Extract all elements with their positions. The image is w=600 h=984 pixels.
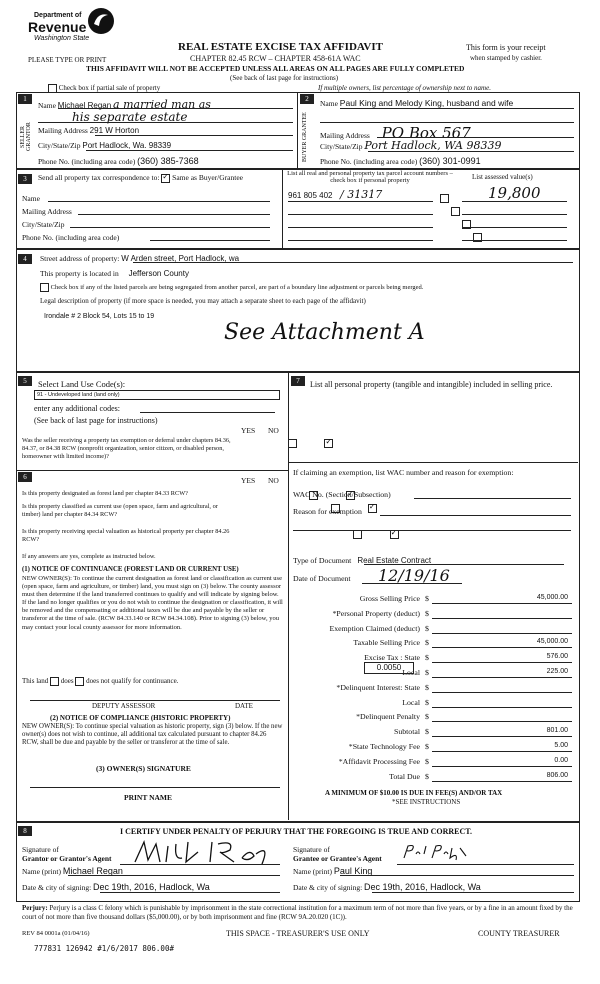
receipt-stamp: 777831 126942 #1/6/2017 806.00# [34, 944, 174, 953]
divider [288, 462, 578, 463]
same-as-buyer-checkbox[interactable] [161, 174, 170, 183]
tax-row-line [432, 647, 572, 648]
grantee-signature-field[interactable] [397, 864, 574, 865]
rev-number: REV 84 0001a (01/04/16) [22, 930, 90, 937]
buyer-phone[interactable]: (360) 301-0991 [419, 156, 481, 166]
line [340, 108, 574, 109]
grantee-signature [400, 842, 470, 862]
parcel-header: List all real and personal property tax parcel account numbers – check box if personal property [287, 170, 453, 184]
seller-phone-label: Phone No. (including area code) [38, 157, 136, 166]
legal-description[interactable]: Irondale # 2 Block 54, Lots 15 to 19 [44, 313, 155, 320]
section-4-block [16, 248, 580, 372]
grantee-date-row [293, 882, 481, 892]
tax-row-line [432, 618, 572, 619]
continuance-text: NEW OWNER(S): To continue the current designation as forest land or classification as current use (open space, farm and agriculture, or timber) land, you must sign on (3) below. The county assessor must then determine if the land transferred continues to qualify and will indicate by signing below. If the land no longer qualifies or you do not wish to continue the designation or classification, it will be removed and the compensating or additional taxes will be due and payable by the seller or transferor at the time of sale. (RCW 84.33.140 or RCW 84.34.108). Prior to signing (3) below, you may contact your local county assessor for more information. [22, 575, 283, 631]
tax-row-value[interactable]: 5.00 [554, 742, 568, 749]
seller-side-label: SELLER GRANTOR [20, 122, 32, 152]
personal-property-label: List all personal property (tangible and intangible) included in selling price. [310, 380, 553, 389]
line [133, 262, 573, 263]
corr-phone-field[interactable] [150, 240, 270, 241]
if-yes-note: If any answers are yes, complete as instructed below. [22, 553, 156, 560]
personal-property-checkbox-1[interactable] [440, 194, 449, 203]
agency-line2: Revenue [28, 19, 87, 35]
certify-statement: I CERTIFY UNDER PENALTY OF PERJURY THAT THE FOREGOING IS TRUE AND CORRECT. [120, 827, 473, 836]
continuance-title: (1) NOTICE OF CONTINUANCE (FOREST LAND OR CURRENT USE) [22, 566, 239, 573]
buyer-city-hand[interactable]: Port Hadlock, WA 98339 [364, 139, 502, 152]
minimum-note: A MINIMUM OF $10.00 IS DUE IN FEE(S) AND/OR TAX [325, 789, 503, 797]
grantor-signature [130, 838, 280, 866]
does-not-checkbox[interactable] [75, 677, 84, 686]
line [377, 137, 574, 138]
grantee-sig-label-1: Signature of [293, 845, 330, 854]
line [462, 227, 567, 228]
section-1-number: 1 [18, 94, 32, 104]
section-3-number: 3 [18, 174, 32, 184]
perjury-notice [22, 904, 578, 922]
parcel-hand: / 31317 [340, 188, 383, 201]
section-8-number: 8 [18, 826, 32, 836]
corr-city-label: City/State/Zip [22, 220, 65, 229]
s6-yes-header: YES [241, 476, 256, 485]
s5-see-back: (See back of last page for instructions) [34, 416, 158, 425]
tax-row-line [432, 633, 572, 634]
dollar-sign: $ [425, 624, 429, 633]
grantor-sig-label-1: Signature of [22, 845, 59, 854]
buyer-address-hand[interactable]: PO Box 567 [381, 124, 471, 142]
personal-property-checkbox-3[interactable] [462, 220, 471, 229]
send-label: Send all property tax correspondence to: [38, 173, 160, 182]
grantee-sig-label-2: Grantee or Grantee's Agent [293, 854, 382, 863]
tax-row-label: Exemption Claimed (deduct) [329, 624, 420, 633]
street-label: Street address of property: [40, 254, 120, 263]
buyer-name-row [320, 98, 513, 108]
this-land-label: This land [22, 677, 49, 686]
seller-city-row [38, 141, 171, 150]
seller-city[interactable]: Port Hadlock, Wa. 98339 [82, 141, 172, 150]
line [30, 700, 280, 701]
tax-row-value[interactable]: 576.00 [546, 653, 568, 660]
land-use-label: Select Land Use Code(s): [38, 379, 126, 389]
line [58, 108, 293, 109]
dollar-sign: $ [425, 638, 429, 647]
grantor-name-label: Name (print) [22, 867, 61, 876]
land-use-select[interactable] [34, 390, 280, 400]
grantor-date[interactable]: Dec 19th, 2016, Hadlock, Wa [93, 882, 210, 892]
buyer-phone-label: Phone No. (including area code) [320, 157, 418, 166]
forest-question: Is this property designated as forest land per chapter 84.33 RCW? [22, 490, 188, 497]
street-address[interactable]: W Arden street, Port Hadlock, wa [121, 254, 240, 263]
tax-row-label: *State Technology Fee [348, 742, 420, 751]
section-6-number: 6 [18, 472, 32, 482]
corr-name-field[interactable] [48, 201, 270, 202]
divider [297, 92, 298, 168]
historic-yes-checkbox[interactable] [353, 530, 362, 539]
multiple-owners-note: If multiple owners, list percentage of ownership next to name. [318, 84, 491, 92]
line [372, 892, 574, 893]
legal-label: Legal description of property (if more space is needed, you may attach a separate sheet to each page of the affidavit) [40, 297, 366, 305]
this-land-row [22, 677, 178, 686]
grantor-date-label: Date & city of signing: [22, 883, 92, 892]
no-header: NO [268, 426, 279, 435]
buyer-side-label: BUYER GRANTEE [302, 112, 308, 162]
seller-name[interactable]: Michael Regan [57, 101, 112, 110]
warning-line: THIS AFFIDAVIT WILL NOT BE ACCEPTED UNLESS ALL AREAS ON ALL PAGES ARE FULLY COMPLETED [86, 64, 465, 73]
segregated-checkbox[interactable] [40, 283, 49, 292]
line [462, 201, 567, 202]
line [288, 214, 433, 215]
exemption-no-checkbox[interactable] [324, 439, 333, 448]
tax-row-line [432, 707, 572, 708]
exemption-claim-label: If claiming an exemption, list WAC number and reason for exemption: [293, 468, 514, 477]
see-instructions: *SEE INSTRUCTIONS [392, 798, 461, 806]
line [462, 214, 567, 215]
form-title: REAL ESTATE EXCISE TAX AFFIDAVIT [178, 41, 383, 53]
tax-row-label: *Delinquent Interest: State [336, 683, 420, 692]
corr-address-label: Mailing Address [22, 207, 72, 216]
print-name-label: PRINT NAME [124, 793, 172, 802]
tax-row-label: Subtotal [394, 727, 420, 736]
local-rate-box[interactable] [364, 662, 414, 674]
send-correspondence-row [38, 173, 243, 183]
tax-row-line [432, 736, 572, 737]
tax-row-label: Gross Selling Price [359, 594, 420, 603]
seller-name-hand: a married man as [113, 98, 211, 111]
seller-address[interactable]: 291 W Horton [89, 126, 140, 135]
dollar-sign: $ [425, 712, 429, 721]
seller-address-label: Mailing Address [38, 126, 88, 135]
line [362, 583, 462, 584]
tax-row-line [432, 662, 572, 663]
seller-phone[interactable]: (360) 385-7368 [137, 156, 199, 166]
county[interactable]: Jefferson County [128, 269, 189, 278]
tax-row-line [432, 603, 572, 604]
doc-type-label: Type of Document [293, 556, 352, 565]
tax-row-value[interactable]: 801.00 [546, 727, 568, 734]
tax-row-label: Local [402, 698, 420, 707]
revenue-logo [28, 8, 118, 50]
doc-date-hand[interactable]: 12/19/16 [378, 566, 450, 585]
located-row [40, 269, 189, 278]
located-label: This property is located in [40, 269, 119, 278]
historic-question: Is this property receiving special valuation as historical property per chapter 84.26 RCW? [22, 528, 230, 543]
dollar-sign: $ [425, 757, 429, 766]
grantor-name[interactable]: Michael Regan [62, 866, 123, 876]
tax-row-value[interactable]: 0.00 [554, 757, 568, 764]
agency-line3: Washington State [34, 35, 90, 42]
grantor-signature-field[interactable] [120, 864, 280, 865]
partial-sale-label: Check box if partial sale of property [58, 84, 161, 93]
perjury-label: Perjury: [22, 904, 48, 912]
compliance-title: (2) NOTICE OF COMPLIANCE (HISTORIC PROPERTY) [50, 714, 231, 722]
line [368, 151, 574, 152]
print-note: PLEASE TYPE OR PRINT [28, 56, 107, 64]
dollar-sign: $ [425, 698, 429, 707]
receipt-note-2: when stamped by cashier. [470, 54, 542, 62]
dollar-sign: $ [425, 594, 429, 603]
additional-codes-field[interactable] [140, 412, 275, 413]
buyer-address-label: Mailing Address [320, 131, 370, 140]
date-label: DATE [235, 702, 253, 710]
tax-row-label: Taxable Selling Price [353, 638, 420, 647]
tax-row-label: *Affidavit Processing Fee [338, 757, 420, 766]
see-attachment: See Attachment A [224, 320, 425, 345]
qualify-label: qualify for continuance. [111, 677, 179, 686]
tax-row-line [432, 721, 572, 722]
grantee-name[interactable]: Paul King [333, 866, 373, 876]
personal-property-checkbox-2[interactable] [451, 207, 460, 216]
does-label: does [60, 677, 74, 686]
line [68, 875, 280, 876]
revenue-swirl-icon [86, 6, 116, 36]
grantee-date-label: Date & city of signing: [293, 883, 363, 892]
reason-field-2[interactable] [293, 530, 571, 531]
corr-address-field[interactable] [78, 214, 270, 215]
doc-date-label: Date of Document [293, 574, 351, 583]
line [340, 875, 574, 876]
dollar-sign: $ [425, 727, 429, 736]
tax-row-label: *Delinquent Penalty [356, 712, 420, 721]
grantor-date-row [22, 882, 210, 892]
seller-name-label: Name [38, 101, 56, 110]
tax-row-line [432, 781, 572, 782]
tax-row-line [432, 751, 572, 752]
compliance-text: NEW OWNER(S): To continue special valuation as historic property, sign (3) below. If the new owner(s) does not wish to continue, all additional tax calculated pursuant to chapter 84.26 RCW, shall be due and payable by the seller or transferor at the time of sale. [22, 723, 283, 747]
divider [16, 470, 288, 471]
tax-row-label: Excise Tax : State [364, 653, 420, 662]
historic-no-checkbox[interactable] [390, 530, 399, 539]
land-use-value: 91 - Undeveloped land (land only) [37, 392, 120, 398]
seller-name-hand-2: his separate estate [72, 110, 188, 124]
does-not-label: does not [86, 677, 110, 686]
line [288, 240, 433, 241]
section-5-number: 5 [18, 376, 32, 386]
tax-row-label: Local [402, 668, 420, 677]
dollar-sign: $ [425, 772, 429, 781]
form-chapter: CHAPTER 82.45 RCW – CHAPTER 458-61A WAC [190, 54, 361, 63]
dollar-sign: $ [425, 609, 429, 618]
wac-field[interactable] [414, 498, 571, 499]
treasurer-space: THIS SPACE - TREASURER'S USE ONLY [226, 929, 370, 938]
seller-address-row [38, 126, 139, 135]
reason-label: Reason for exemption [293, 507, 362, 516]
yes-header: YES [241, 426, 256, 435]
wac-label: WAC No. (Section/Subsection) [293, 490, 391, 499]
buyer-city-label: City/State/Zip [320, 142, 363, 151]
current-use-question: Is this property classified as current use (open space, farm and agricultural, or timber) land per chapter 84.34 RCW? [22, 503, 218, 518]
seller-phone-row [38, 156, 199, 166]
buyer-phone-row [320, 156, 481, 166]
tax-row-value[interactable]: 806.00 [546, 772, 568, 779]
same-as-buyer-label: Same as Buyer/Grantee [172, 173, 243, 182]
tax-row-line [432, 677, 572, 678]
line [38, 122, 293, 123]
tax-row-line [432, 692, 572, 693]
additional-codes-label: enter any additional codes: [34, 404, 120, 413]
line [100, 892, 280, 893]
section-4-number: 4 [18, 254, 32, 264]
see-back-line: (See back of last page for instructions) [230, 74, 339, 82]
buyer-name-label: Name [320, 99, 338, 108]
exemption-yes-checkbox[interactable] [288, 439, 297, 448]
dollar-sign: $ [425, 653, 429, 662]
corr-phone-label: Phone No. (including area code) [22, 233, 120, 242]
doc-type[interactable]: Real Estate Contract [357, 556, 432, 565]
line [86, 150, 293, 151]
seller-city-label: City/State/Zip [38, 141, 81, 150]
parcel-number[interactable]: 961 805 402 [288, 191, 333, 200]
deputy-assessor-label: DEPUTY ASSESSOR [92, 702, 156, 710]
receipt-note-1: This form is your receipt [466, 43, 546, 52]
dollar-sign: $ [425, 683, 429, 692]
owner-signature-field[interactable] [30, 787, 280, 788]
local-rate: 0.0050 [376, 663, 402, 672]
divider [282, 168, 283, 248]
tax-row-line [432, 766, 572, 767]
grantor-sig-label-2: Grantor or Grantor's Agent [22, 854, 112, 863]
line [288, 201, 433, 202]
grantee-name-label: Name (print) [293, 867, 332, 876]
buyer-name[interactable]: Paul King and Melody King, husband and wife [339, 98, 514, 108]
perjury-text: Perjury is a class C felony which is punishable by imprisonment in the state correctional institution for a maximum term of not more than five years, or by a fine in an amount fixed by the court of not more than five thousand dollars ($5,000.00), or by both imprisonment and fine (RCW 9A.20.020 (1C)). [22, 904, 573, 921]
agency-line1: Department of [34, 12, 82, 19]
line [288, 227, 433, 228]
tax-row-value[interactable]: 45,000.00 [536, 594, 568, 601]
tax-row-value[interactable]: 45,000.00 [536, 638, 568, 645]
tax-row-label: *Personal Property (deduct) [332, 609, 420, 618]
line [95, 135, 293, 136]
line [320, 122, 574, 123]
corr-city-field[interactable] [70, 227, 270, 228]
dollar-sign: $ [425, 742, 429, 751]
exemption-question: Was the seller receiving a property tax exemption or deferral under chapters 84.36, 84.37, or 84.38 RCW (nonprofit organization, senior citizen, or disabled person, homeowner with limited income)? [22, 437, 231, 460]
assessed-value-hand[interactable]: 19,800 [488, 184, 541, 202]
does-checkbox[interactable] [50, 677, 59, 686]
grantee-date[interactable]: Dec 19th, 2016, Hadlock, Wa [364, 882, 481, 892]
section-7-number: 7 [291, 376, 305, 386]
section-2-number: 2 [300, 94, 314, 104]
line [364, 564, 564, 565]
segregated-row [40, 283, 423, 292]
corr-name-label: Name [22, 194, 40, 203]
dollar-sign: $ [425, 668, 429, 677]
segregated-label: Check box if any of the listed parcels are being segregated from another parcel, are part of a boundary line adjustment or parcels being merged. [50, 283, 424, 291]
personal-property-checkbox-4[interactable] [473, 233, 482, 242]
s6-no-header: NO [268, 476, 279, 485]
assessed-header: List assessed value(s) [472, 173, 533, 181]
tax-row-label: Total Due [389, 772, 420, 781]
county-treasurer: COUNTY TREASURER [478, 929, 560, 938]
reason-field[interactable] [380, 515, 571, 516]
owner-signature-label: (3) OWNER(S) SIGNATURE [96, 764, 191, 773]
current-use-no-checkbox[interactable] [368, 504, 377, 513]
tax-row-value[interactable]: 225.00 [546, 668, 568, 675]
